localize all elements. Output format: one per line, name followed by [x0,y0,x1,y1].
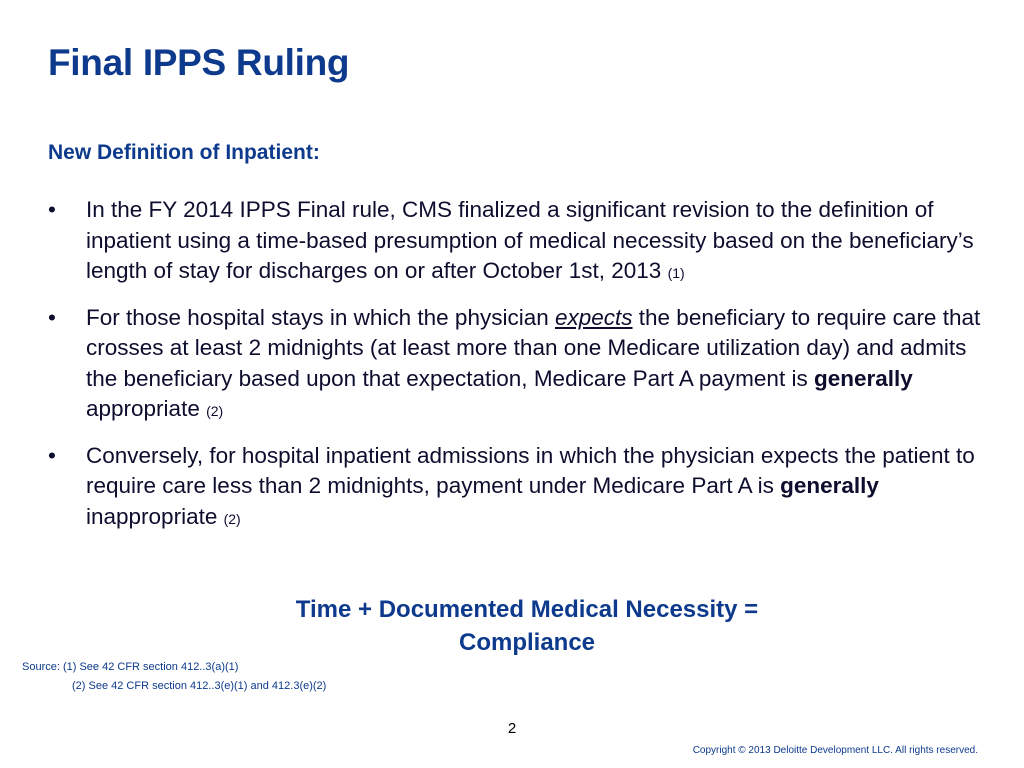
source-notes [22,658,326,696]
source-line: (2) See 42 CFR section 412..3(e)(1) and 412.3(e)(2) [72,680,327,692]
bullet-marker: • [48,197,56,222]
emphasis-text: expects [554,304,633,330]
reference-marker: (2) [223,510,241,527]
source-line: Source: (1) See 42 CFR section 412..3(a)(1) [22,661,239,673]
strong-text: generally [813,365,913,391]
bullet-item [48,441,993,535]
page-number: 2 [507,720,517,737]
strong-text: generally [780,473,879,498]
takeaway-line: Time + Documented Medical Necessity = [295,596,759,623]
bullet-text: Conversely, for hospital inpatient admissions in which the physician expects the patient to require care less than 2 midnights, payment under Medicare Part A is [86,442,975,498]
bullet-item [48,303,993,427]
bullet-marker: • [48,442,56,468]
bullet-marker: • [48,304,56,330]
section-heading: New Definition of Inpatient: [48,141,320,164]
copyright-notice: Copyright © 2013 Deloitte Development LLC. All rights reserved. [692,745,978,756]
bullet-text: In the FY 2014 IPPS Final rule, CMS finalized a significant revision to the definition of inpatient using a time-based presumption of medical necessity based on the beneficiary’s length of stay for discharges on or after October 1st, 2013 [86,197,974,283]
reference-marker: (2) [206,403,224,419]
bullet-list [48,195,993,548]
reference-marker: (1) [667,265,685,281]
key-takeaway [0,593,1024,659]
bullet-item [48,195,993,289]
bullet-text: For those hospital stays in which the physician [86,304,555,330]
takeaway-line: Compliance [458,629,596,656]
slide-title: Final IPPS Ruling [48,42,350,83]
bullet-text: appropriate [86,396,207,421]
bullet-text: the beneficiary to require care that crosses at least 2 midnights (at least more than one Medicare utilization day) and admits the beneficiary based upon that expectation, Medicare Part A payment is [86,304,981,391]
bullet-text: inappropriate [86,503,224,529]
